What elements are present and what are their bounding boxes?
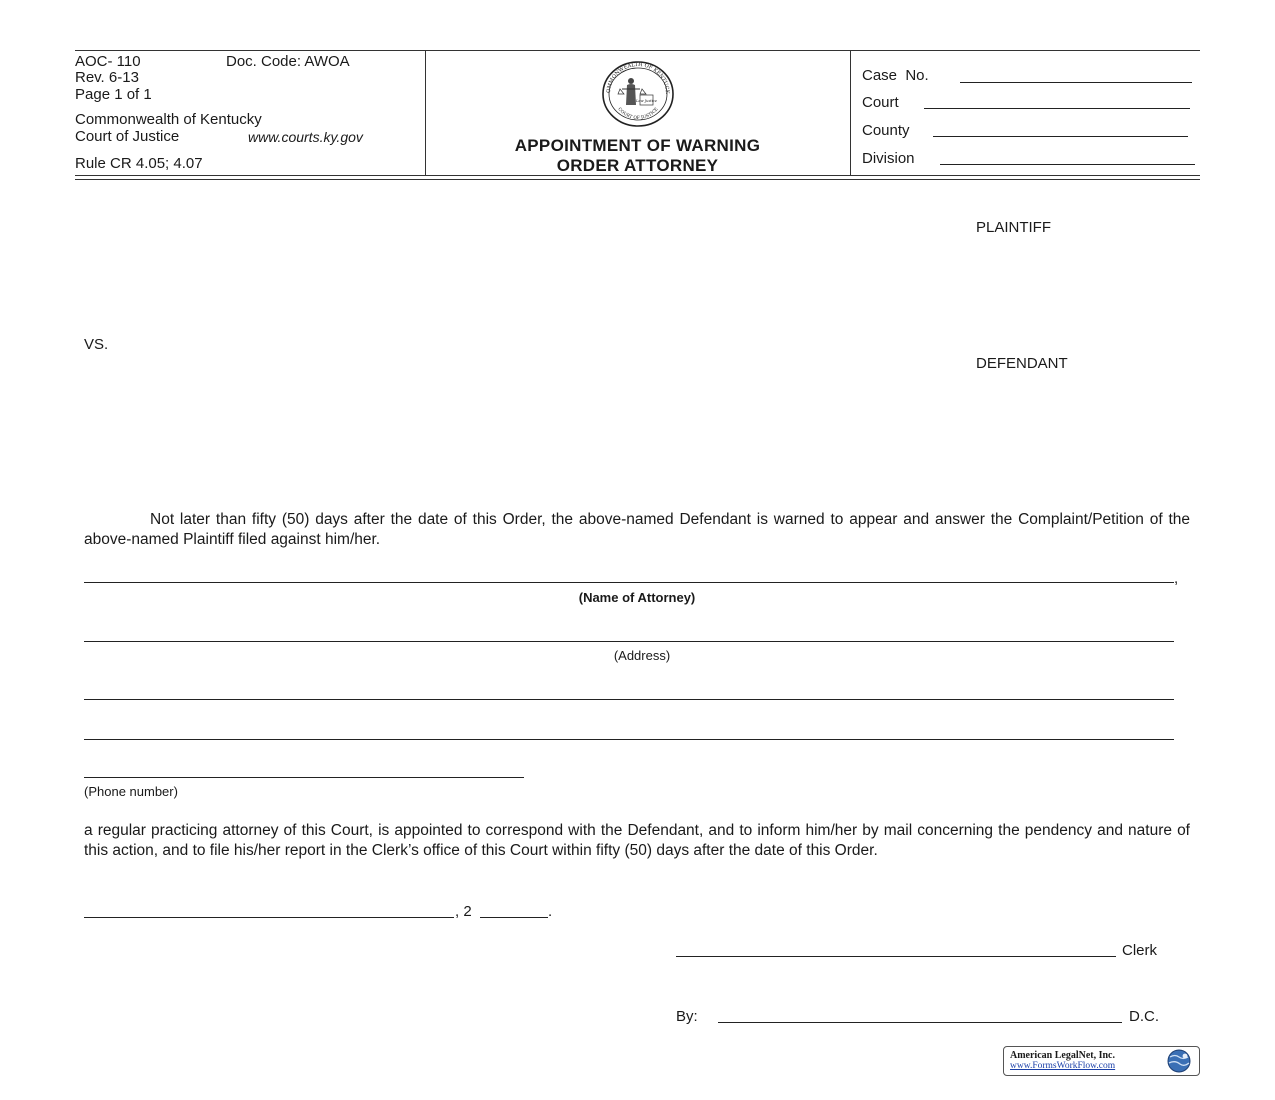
warning-paragraph: Not later than fifty (50) days after the date of this Order, the above-named Defendant is warned to appear and answer the Complaint/Petition of the above-named Plaintiff filed against him/her.	[84, 511, 1190, 548]
header-divider-right	[850, 50, 851, 175]
revision: Rev. 6-13	[75, 69, 139, 86]
division-label: Division	[862, 150, 915, 167]
header-bottom-rule-double	[75, 179, 1200, 180]
seal-inner-text: Law Justice	[635, 99, 658, 103]
svg-text:COURT OF JUSTICE	[616, 107, 659, 121]
vs-label: VS.	[84, 336, 109, 353]
page-number: Page 1 of 1	[75, 86, 152, 103]
address-line-3-input[interactable]	[84, 739, 1174, 740]
rule-citation: Rule CR 4.05; 4.07	[75, 155, 203, 172]
legalnet-company: American LegalNet, Inc.	[1010, 1050, 1115, 1061]
doc-code: Doc. Code: AWOA	[226, 53, 350, 70]
division-input[interactable]	[940, 164, 1195, 165]
legalnet-badge[interactable]	[1003, 1046, 1200, 1076]
court-of-justice: Court of Justice	[75, 128, 180, 145]
case-no-input[interactable]	[960, 82, 1192, 83]
attorney-name-caption: (Name of Attorney)	[578, 590, 696, 605]
court-input[interactable]	[924, 108, 1190, 109]
deputy-clerk-signature-input[interactable]	[718, 1022, 1122, 1023]
attorney-name-input[interactable]	[84, 582, 1174, 583]
case-no-label: Case No.	[862, 67, 929, 84]
form-title-line-2: ORDER ATTORNEY	[556, 156, 719, 175]
by-label: By:	[676, 1008, 698, 1025]
phone-input[interactable]	[84, 777, 524, 778]
address-line-2-input[interactable]	[84, 699, 1174, 700]
date-year-input[interactable]	[480, 917, 548, 918]
county-label: County	[862, 122, 910, 139]
kentucky-seal-icon	[588, 61, 688, 127]
address-input[interactable]	[84, 641, 1174, 642]
plaintiff-label: PLAINTIFF	[976, 219, 1052, 236]
commonwealth-name: Commonwealth of Kentucky	[75, 111, 262, 128]
attorney-name-comma: ,	[1174, 570, 1179, 587]
globe-icon	[1161, 1048, 1197, 1074]
clerk-signature-input[interactable]	[676, 956, 1116, 957]
phone-caption: (Phone number)	[84, 784, 178, 799]
date-year-prefix: , 2	[455, 903, 472, 920]
form-title-line-1: APPOINTMENT OF WARNING	[514, 136, 761, 155]
header-divider-left	[425, 50, 426, 175]
date-period: .	[548, 903, 553, 920]
address-caption: (Address)	[613, 648, 671, 663]
courts-website: www.courts.ky.gov	[248, 129, 363, 145]
county-input[interactable]	[933, 136, 1188, 137]
court-label: Court	[862, 94, 899, 111]
seal-bottom-text: COURT OF JUSTICE	[616, 107, 660, 122]
defendant-label: DEFENDANT	[976, 355, 1068, 372]
appointment-paragraph: a regular practicing attorney of this Court, is appointed to correspond with the Defendant, and to inform him/her by mail concerning the pendency and nature of this action, and to file his/her report in the Clerk’s office of this Court within fifty (50) days after the date of this Order.	[84, 822, 1190, 859]
seal-outer-text: OMMONWEALTH OF KENTUCK	[605, 61, 671, 94]
dc-label: D.C.	[1129, 1008, 1159, 1025]
form-number: AOC- 110	[75, 53, 141, 70]
header-top-rule	[75, 50, 1200, 51]
legalnet-url[interactable]: www.FormsWorkFlow.com	[1010, 1061, 1116, 1071]
clerk-label: Clerk	[1122, 942, 1158, 959]
date-input[interactable]	[84, 917, 454, 918]
